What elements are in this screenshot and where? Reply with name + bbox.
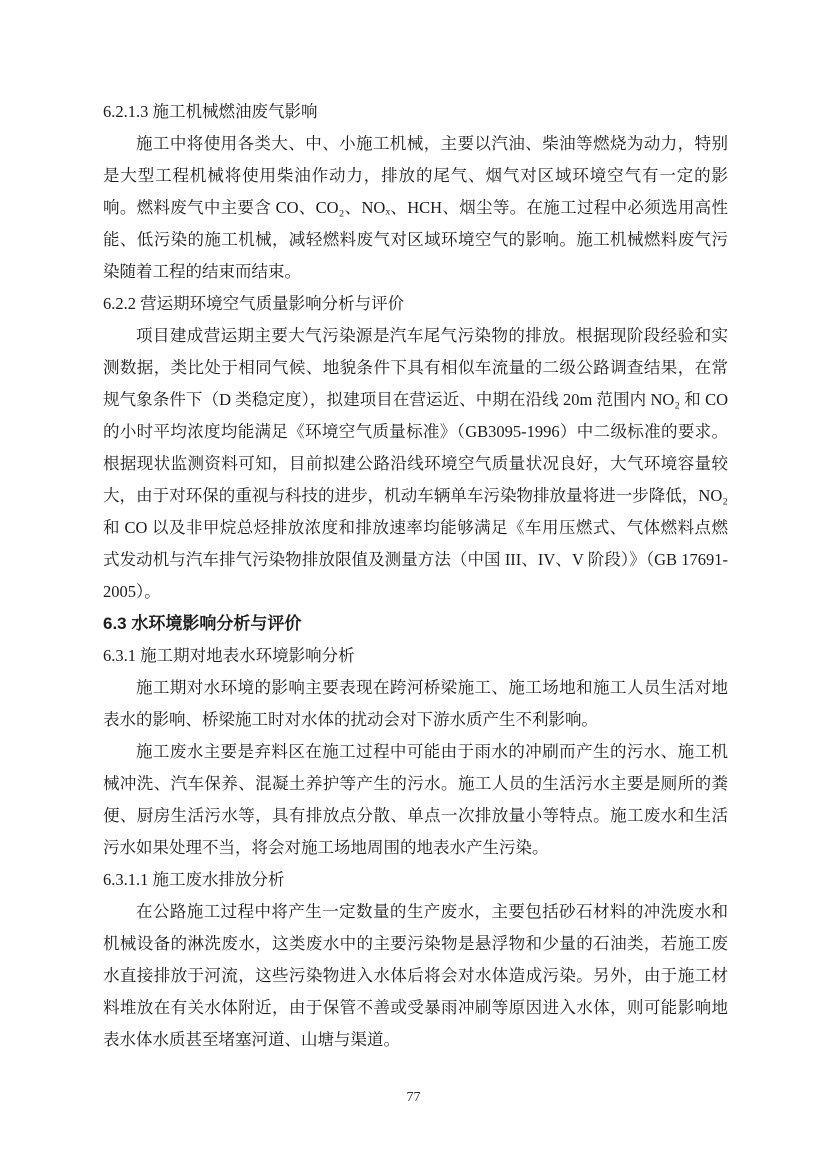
heading-6-3-1-1: 6.3.1.1 施工废水排放分析: [103, 870, 285, 889]
paragraph-machinery-exhaust: 施工中将使用各类大、中、小施工机械，主要以汽油、柴油等燃烧为动力，特别是大型工程机械将使用柴油作动力，排放的尾气、烟气对区域环境空气有一定的影响。燃料废气中主要含 CO、CO₂、NOₓ、HCH、烟尘等。在施工过程中必须选用高性能、低污染的施工机械，减轻燃料废气对区域环境空气的影响。施工机械燃料废气污染随着工程的结束而结束。: [103, 134, 728, 281]
paragraph-construction-wastewater-sources: 施工废水主要是弃料区在施工过程中可能由于雨水的冲刷而产生的污水、施工机械冲洗、汽车保养、混凝土养护等产生的污水。施工人员的生活污水主要是厕所的粪便、厨房生活污水等，具有排放点分散、单点一次排放量小等特点。施工废水和生活污水如果处理不当，将会对施工场地周围的地表水产生污染。: [103, 742, 728, 857]
heading-6-3: 6.3 水环境影响分析与评价: [103, 614, 302, 633]
paragraph-operation-air-quality: 项目建成营运期主要大气污染源是汽车尾气污染物的排放。根据现阶段经验和实测数据，类比处于相同气候、地貌条件下具有相似车流量的二级公路调查结果，在常规气象条件下（D 类稳定度），拟建项目在营运近、中期在沿线 20m 范围内 NO₂ 和 CO 的小时平均浓度均能满足《环境空气质量标准》（GB3095-1996）中二级标准的要求。根据现状监测资料可知，目前拟建公路沿线环境空气质量状况良好，大气环境容量较大，由于对环保的重视与科技的进步，机动车辆单车污染物排放量将进一步降低，NO₂ 和 CO 以及非甲烷总烃排放浓度和排放速率均能够满足《车用压燃式、气体燃料点燃式发动机与汽车排气污染物排放限值及测量方法（中国 III、IV、V 阶段）》（GB 17691-2005）。: [103, 326, 728, 601]
heading-6-2-2: 6.2.2 营运期环境空气质量影响分析与评价: [103, 294, 405, 313]
document-content: [103, 96, 728, 1056]
paragraph-surface-water-impact: 施工期对水环境的影响主要表现在跨河桥梁施工、施工场地和施工人员生活对地表水的影响、桥梁施工时对水体的扰动会对下游水质产生不利影响。: [103, 678, 728, 729]
paragraph-wastewater-discharge-analysis: 在公路施工过程中将产生一定数量的生产废水，主要包括砂石材料的冲洗废水和机械设备的淋洗废水，这类废水中的主要污染物是悬浮物和少量的石油类，若施工废水直接排放于河流，这些污染物进入水体后将会对水体造成污染。另外，由于施工材料堆放在有关水体附近，由于保管不善或受暴雨冲刷等原因进入水体，则可能影响地表水体水质甚至堵塞河道、山塘与渠道。: [103, 902, 728, 1049]
page-number: 77: [406, 1090, 421, 1105]
heading-6-2-1-3: 6.2.1.3 施工机械燃油废气影响: [103, 102, 318, 121]
heading-6-3-1: 6.3.1 施工期对地表水环境影响分析: [103, 646, 355, 665]
